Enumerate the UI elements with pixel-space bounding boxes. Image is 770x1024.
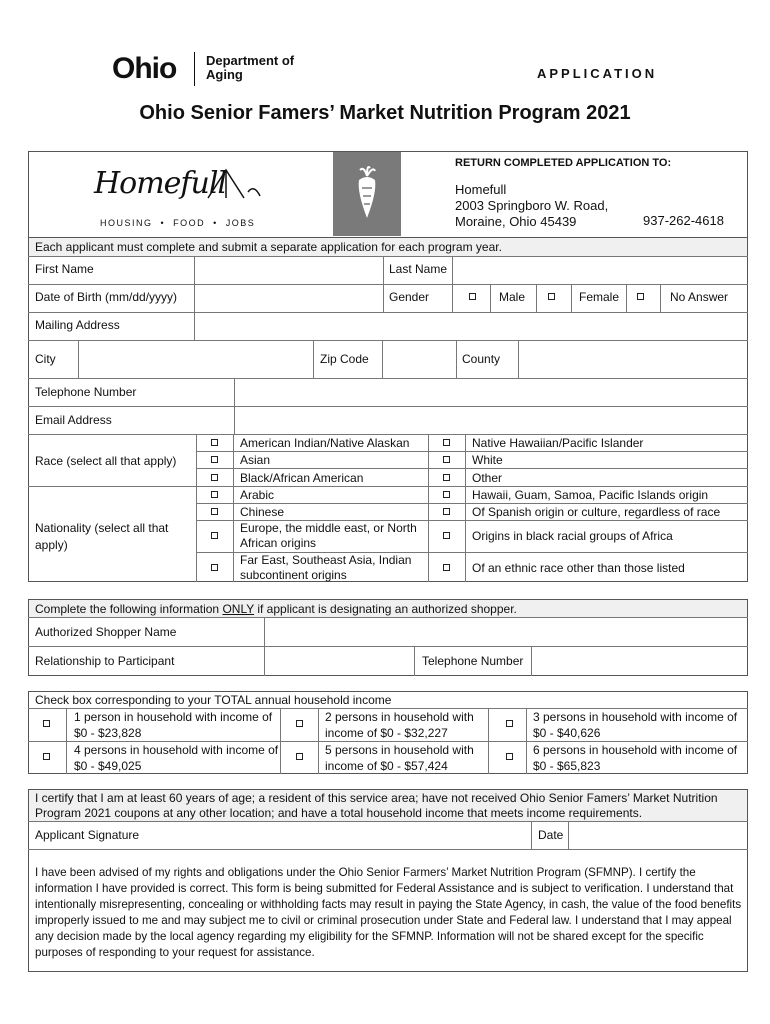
race-checkbox[interactable] [443,456,450,463]
race-option: Black/African American [240,471,364,485]
last-name-field[interactable] [453,257,747,284]
date-field[interactable] [569,822,747,848]
county-label: County [462,352,501,366]
mailing-address-field[interactable] [195,313,747,340]
income-option: 2 persons in household with income of $0 - $32,227 [325,710,474,740]
nationality-checkbox[interactable] [211,564,218,571]
gender-no-answer-label: No Answer [670,290,729,304]
address-line: Moraine, Ohio 45439 [455,214,577,229]
nationality-label: Nationality (select all that apply) [35,521,169,552]
income-option: 5 persons in household with income of $0 - $57,424 [325,743,474,773]
city-field[interactable] [79,341,313,378]
nationality-checkbox[interactable] [443,491,450,498]
income-checkbox[interactable] [296,720,303,727]
first-name-label: First Name [35,262,94,276]
ohio-logo-text: Ohio [112,52,177,85]
race-option: White [472,453,503,467]
gender-label: Gender [389,290,430,304]
ohio-logo [112,52,302,88]
income-checkbox[interactable] [506,720,513,727]
nationality-checkbox[interactable] [443,564,450,571]
race-checkbox[interactable] [211,456,218,463]
email-field[interactable] [235,407,747,434]
nationality-checkbox[interactable] [211,532,218,539]
city-label: City [35,352,56,366]
gender-female-checkbox[interactable] [548,293,555,300]
gender-male-checkbox[interactable] [469,293,476,300]
shopper-telephone-field[interactable] [532,647,747,675]
gender-male-label: Male [499,290,526,304]
department-name: Department of Aging [206,53,295,82]
nationality-checkbox[interactable] [443,508,450,515]
homefull-logo [92,160,272,230]
certify-statement: I certify that I am at least 60 years of age; a resident of this service area; have not received Ohio Senior Famers’ Market Nutrition Program 2021 coupons at any other location; and have a total household income that meets income requirements. [29,790,747,821]
nationality-option: Europe, the middle east, or North African origins [240,521,417,550]
return-heading: RETURN COMPLETED APPLICATION TO: [455,157,672,169]
carrot-icon [333,152,401,236]
house-icon [204,162,264,202]
date-label: Date [538,828,564,842]
race-option: Native Hawaiian/Pacific Islander [472,436,644,450]
income-option: 6 persons in household with income of $0 - $65,823 [533,743,738,773]
rights-text: I have been advised of my rights and obligations under the Ohio Senior Farmers’ Market Nutrition Program (SFMNP). I certify the information I have provided is correct. This form is being submitted for Federal Assistance and is subject to verification. I understand that intentionally misrepresenting, concealing or withholding facts may result in paying the State Agency, in cash, the value of the food benefits improperly issued to me and may subject me to civil or criminal prosecution under State and Federal law. I understand that I may appeal any decision made by the local agency regarding my eligibility for the SFMNP. Information will not be shared except for the specific purposes of responding to your request for assistance. [35,866,742,959]
shopper-telephone-label: Telephone Number [422,654,524,668]
shopper-intro [29,600,747,617]
gender-female-label: Female [579,290,620,304]
shopper-name-field[interactable] [265,618,747,646]
shopper-intro-text: if applicant is designating an authorized shopper. [254,602,517,616]
relationship-label: Relationship to Participant [35,654,175,668]
first-name-field[interactable] [195,257,383,284]
logo-divider [194,52,195,86]
email-label: Email Address [35,413,112,427]
signature-label: Applicant Signature [35,828,140,842]
return-address [455,182,608,230]
race-checkbox[interactable] [443,439,450,446]
dob-label: Date of Birth (mm/dd/yyyy) [35,290,178,304]
nationality-option: Far East, Southeast Asia, Indian subcontinent origins [240,553,412,582]
gender-no-answer-checkbox[interactable] [637,293,644,300]
telephone-field[interactable] [235,379,747,406]
nationality-option: Of Spanish origin or culture, regardless of race [472,505,721,519]
shopper-intro-text: Complete the following information [35,602,223,616]
race-label: Race (select all that apply) [35,454,177,468]
address-line: Homefull [455,182,507,197]
address-line: 2003 Springboro W. Road, [455,198,609,213]
zip-label: Zip Code [320,352,369,366]
nationality-checkbox[interactable] [211,508,218,515]
homefull-logo-name: Homefull [94,166,227,201]
application-label: APPLICATION [537,66,658,81]
nationality-checkbox[interactable] [443,532,450,539]
race-checkbox[interactable] [211,439,218,446]
income-checkbox[interactable] [43,720,50,727]
telephone-label: Telephone Number [35,385,137,399]
agency-phone: 937-262-4618 [643,213,724,228]
nationality-option: Hawaii, Guam, Samoa, Pacific Islands origin [472,488,709,502]
signature-field[interactable] [150,822,530,848]
homefull-logo-tagline: HOUSING • FOOD • JOBS [100,218,256,228]
carrot-logo [333,152,401,236]
income-checkbox[interactable] [506,753,513,760]
nationality-option: Origins in black racial groups of Africa [472,529,673,543]
race-option: American Indian/Native Alaskan [240,436,410,450]
income-option: 4 persons in household with income of $0 - $49,025 [74,743,279,773]
race-checkbox[interactable] [211,474,218,481]
relationship-field[interactable] [265,647,414,675]
last-name-label: Last Name [389,262,448,276]
shopper-name-label: Authorized Shopper Name [35,625,177,639]
income-option: 3 persons in household with income of $0 - $40,626 [533,710,738,740]
nationality-option: Chinese [240,505,285,519]
mailing-address-label: Mailing Address [35,318,120,332]
income-checkbox[interactable] [296,753,303,760]
income-checkbox[interactable] [43,753,50,760]
dob-field[interactable] [195,285,383,312]
income-option: 1 person in household with income of $0 - $23,828 [74,710,273,740]
income-heading: Check box corresponding to your TOTAL annual household income [35,693,392,707]
race-option: Other [472,471,503,485]
race-checkbox[interactable] [443,474,450,481]
county-field[interactable] [519,341,747,378]
zip-field[interactable] [383,341,456,378]
page-title: Ohio Senior Famers’ Market Nutrition Program 2021 [139,102,631,124]
instructions: Each applicant must complete and submit a separate application for each program year. [29,238,747,256]
nationality-option: Arabic [240,488,275,502]
nationality-checkbox[interactable] [211,491,218,498]
shopper-intro-only: ONLY [222,602,255,616]
race-option: Asian [240,453,271,467]
nationality-option: Of an ethnic race other than those listed [472,561,685,575]
